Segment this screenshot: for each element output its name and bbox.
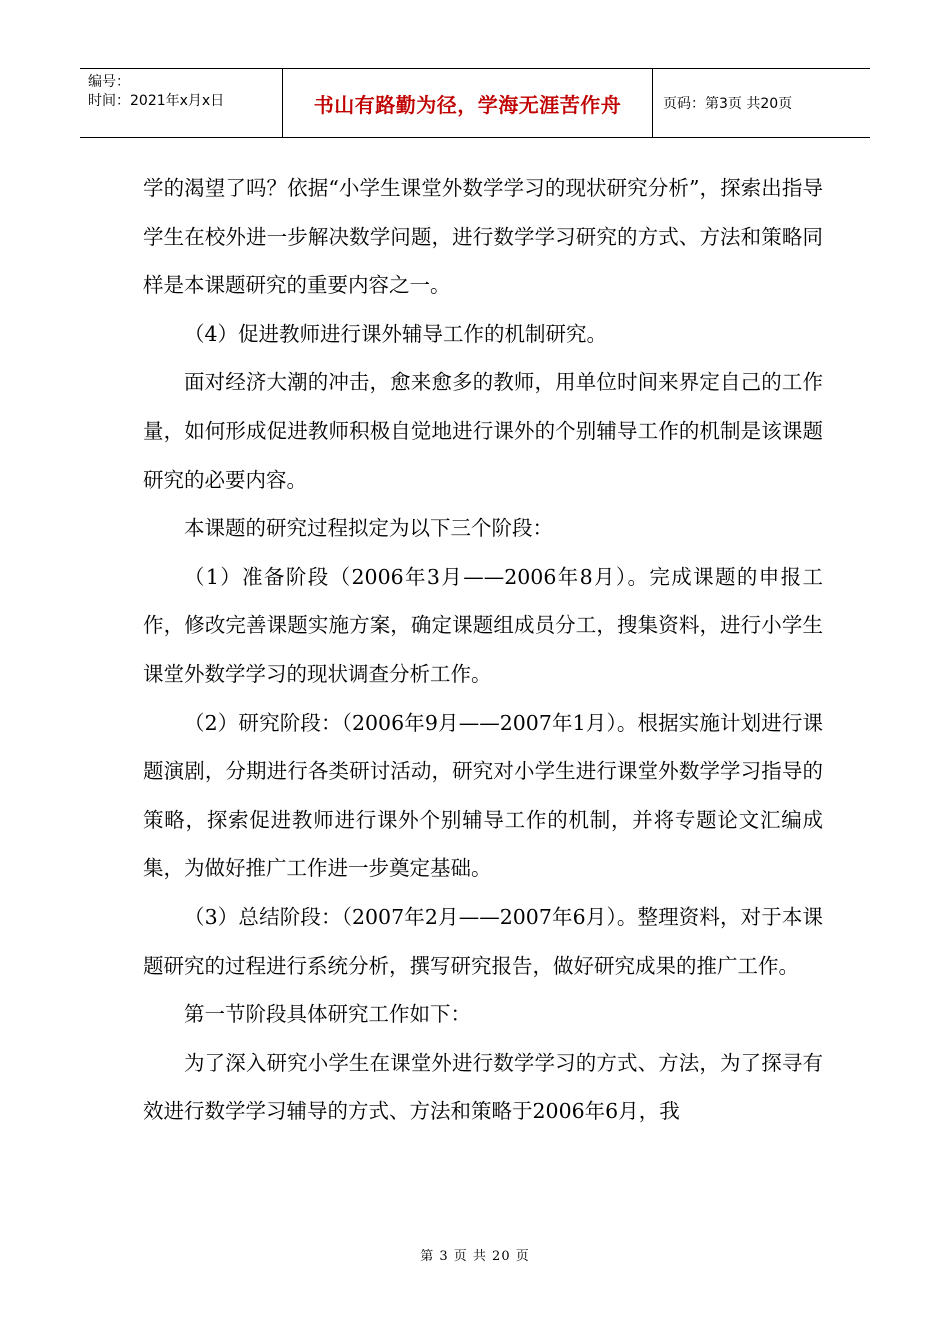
- body-paragraph: 学的渴望了吗？依据“小学生课堂外数学学习的现状研究分析”，探索出指导学生在校外进一步解决数学问题，进行数学学习研究的方式、方法和策略同样是本课题研究的重要内容之一。: [143, 176, 823, 298]
- body-paragraph: 本课题的研究过程拟定为以下三个阶段：: [184, 516, 553, 541]
- body-paragraph: （4）促进教师进行课外辅导工作的机制研究。: [184, 321, 608, 346]
- header-motto: 书山有路勤为径，学海无涯苦作舟: [313, 92, 622, 117]
- body-paragraph: 第一节阶段具体研究工作如下：: [184, 1002, 471, 1027]
- body-paragraph: （2）研究阶段：（2006年9月——2007年1月）。根据实施计划进行课题演剧，分期进行各类研讨活动，研究对小学生进行课堂外数学学习指导的策略，探索促进教师进行课外个别辅导工作的机制，并将专题论文汇编成集，为做好推广工作进一步奠定基础。: [143, 710, 823, 881]
- body-paragraph: （3）总结阶段：（2007年2月——2007年6月）。整理资料，对于本课题研究的过程进行系统分析，撰写研究报告，做好研究成果的推广工作。: [143, 904, 823, 978]
- body-paragraph: （1）准备阶段（2006年3月——2006年8月）。完成课题的申报工作，修改完善课题实施方案，确定课题组成员分工，搜集资料，进行小学生课堂外数学学习的现状调查分析工作。: [143, 564, 823, 686]
- header-page-info: 页码：第3页 共20页: [663, 96, 793, 112]
- page-footer: 第 3 页 共 20 页: [420, 1249, 530, 1264]
- header-meta: [80, 69, 283, 137]
- document-body: [143, 164, 823, 1136]
- page-header: [80, 68, 870, 138]
- header-motto-cell: [283, 69, 653, 137]
- header-page-info-cell: [653, 69, 870, 137]
- body-paragraph: 为了深入研究小学生在课堂外进行数学学习的方式、方法，为了探寻有效进行数学学习辅导的方式、方法和策略于2006年6月，我: [143, 1050, 823, 1124]
- body-paragraph: 面对经济大潮的冲击，愈来愈多的教师，用单位时间来界定自己的工作量，如何形成促进教师积极自觉地进行课外的个别辅导工作的机制是该课题研究的必要内容。: [143, 370, 823, 492]
- document-time-label: 时间：2021年x月x日: [88, 93, 225, 109]
- document-number-label: 编号：: [88, 74, 130, 90]
